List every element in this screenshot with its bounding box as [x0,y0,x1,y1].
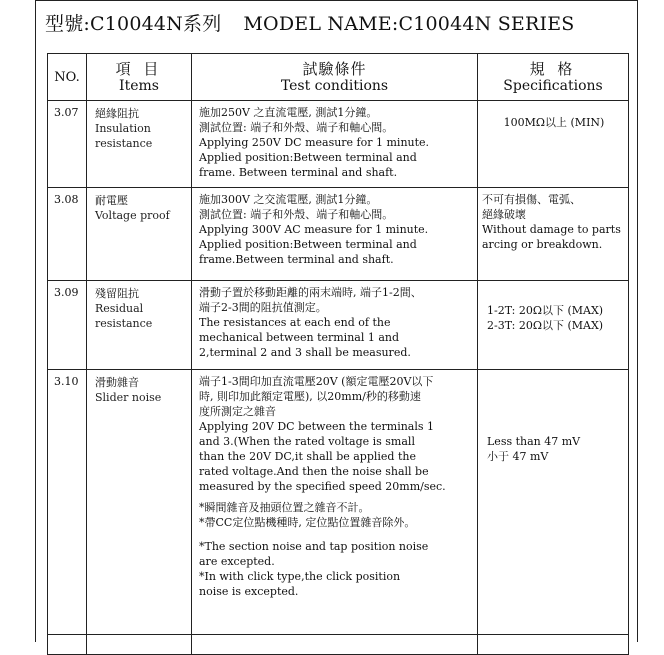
row-item [87,281,192,370]
row-spec [478,101,629,188]
condition-line: *The section noise and tap position noise [199,540,429,553]
condition-line: Applying 250V DC measure for 1 minute. [199,136,430,149]
spec-line: 小于 47 mV [487,450,549,463]
table-row [48,281,629,370]
table-row [48,370,629,635]
row-no: 3.09 [48,281,87,370]
row-no [48,635,87,655]
col-header-specs-zh: 規 格 [529,59,577,78]
condition-line: are excepted. [199,555,275,568]
item-zh: 滑動雜音 [95,376,139,389]
table-row [48,188,629,281]
condition-line: 度所測定之雜音 [199,405,276,418]
col-header-specs-en: Specifications [503,77,603,94]
col-header-items-en: Items [119,77,159,94]
row-spec [478,370,629,635]
row-conditions [192,188,478,281]
condition-line: noise is excepted. [199,585,299,598]
condition-line: measured by the specified speed 20mm/sec. [199,480,446,493]
item-zh: 耐電壓 [95,194,128,207]
condition-line: Applied position:Between terminal and [199,238,417,251]
item-en-line: Insulation [95,122,151,135]
spec-line: Without damage to parts [482,223,621,236]
col-header-conditions-en: Test conditions [280,77,389,94]
row-spec [478,635,629,655]
col-header-items-zh: 項 目 [115,59,163,78]
spacer [199,530,473,539]
spec-line: 1-2T: 20Ω以下 (MAX) [487,304,604,317]
condition-line: mechanical between terminal 1 and [199,331,400,344]
table-row-partial [48,635,629,655]
item-zh: 殘留阻抗 [95,287,139,300]
row-item [87,188,192,281]
table-row [48,101,629,188]
row-spec [478,281,629,370]
item-en-line: Residual [95,302,144,315]
condition-line: rated voltage.And then the noise shall be [199,465,429,478]
col-header-no: NO. [48,54,87,101]
col-header-conditions [192,54,478,101]
title-en: MODEL NAME:C10044N SERIES [243,13,575,35]
row-item [87,635,192,655]
spec-line: 100MΩ以上 (MIN) [503,116,605,129]
condition-line: and 3.(When the rated voltage is small [199,435,415,448]
spec-line: 不可有損傷、電弧、 [482,193,581,206]
row-item [87,370,192,635]
condition-line: Applying 20V DC between the terminals 1 [199,420,435,433]
condition-line: frame. Between terminal and shaft. [199,166,398,179]
row-conditions [192,281,478,370]
condition-line: 端子2-3間的阻抗值測定。 [199,301,327,314]
condition-line: 測試位置: 端子和外殼、端子和軸心間。 [199,208,394,221]
condition-line: 施加300V 之交流電壓, 測試1分鐘。 [199,193,378,206]
row-spec [478,188,629,281]
condition-line: Applied position:Between terminal and [199,151,417,164]
condition-line: than the 20V DC,it shall be applied the [199,450,416,463]
spec-line: Less than 47 mV [487,435,581,448]
col-header-specs [478,54,629,101]
col-header-items [87,54,192,101]
row-conditions [192,635,478,655]
spec-table [47,53,629,655]
condition-line: *瞬間雜音及抽頭位置之雜音不計。 [199,501,370,514]
condition-line: *帶CC定位點機種時, 定位點位置雜音除外。 [199,516,416,529]
spec-line: arcing or breakdown. [482,238,603,251]
condition-line: *In with click type,the click position [199,570,401,583]
condition-line: 端子1-3間印加直流電壓20V (額定電壓20V以下 [199,375,434,388]
condition-line: frame.Between terminal and shaft. [199,253,394,266]
item-zh: 絕緣阻抗 [95,107,139,120]
row-item [87,101,192,188]
item-en-line: Voltage proof [95,209,170,222]
item-en-line: resistance [95,137,153,150]
col-header-conditions-zh: 試驗條件 [302,59,367,78]
condition-line: 2,terminal 2 and 3 shall be measured. [199,346,411,359]
row-no: 3.07 [48,101,87,188]
row-no: 3.08 [48,188,87,281]
row-no: 3.10 [48,370,87,635]
condition-line: 時, 則印加此額定電壓), 以20mm/秒的移動速 [199,390,421,403]
row-conditions [192,370,478,635]
item-en-line: Slider noise [95,391,162,404]
item-en-line: resistance [95,317,153,330]
spec-line: 2-3T: 20Ω以下 (MAX) [487,319,604,332]
condition-line: 施加250V 之直流電壓, 測試1分鐘。 [199,106,378,119]
condition-line: 測試位置: 端子和外殼、端子和軸心間。 [199,121,394,134]
page-title [45,11,575,37]
condition-line: The resistances at each end of the [199,316,391,329]
row-conditions [192,101,478,188]
condition-line: Applying 300V AC measure for 1 minute. [199,223,429,236]
condition-line: 滑動子置於移動距離的兩末端時, 端子1-2間、 [199,286,422,299]
spec-line: 絕緣破壞 [482,208,526,221]
table-header-row [48,54,629,101]
title-zh: 型號:C10044N系列 [45,13,222,35]
